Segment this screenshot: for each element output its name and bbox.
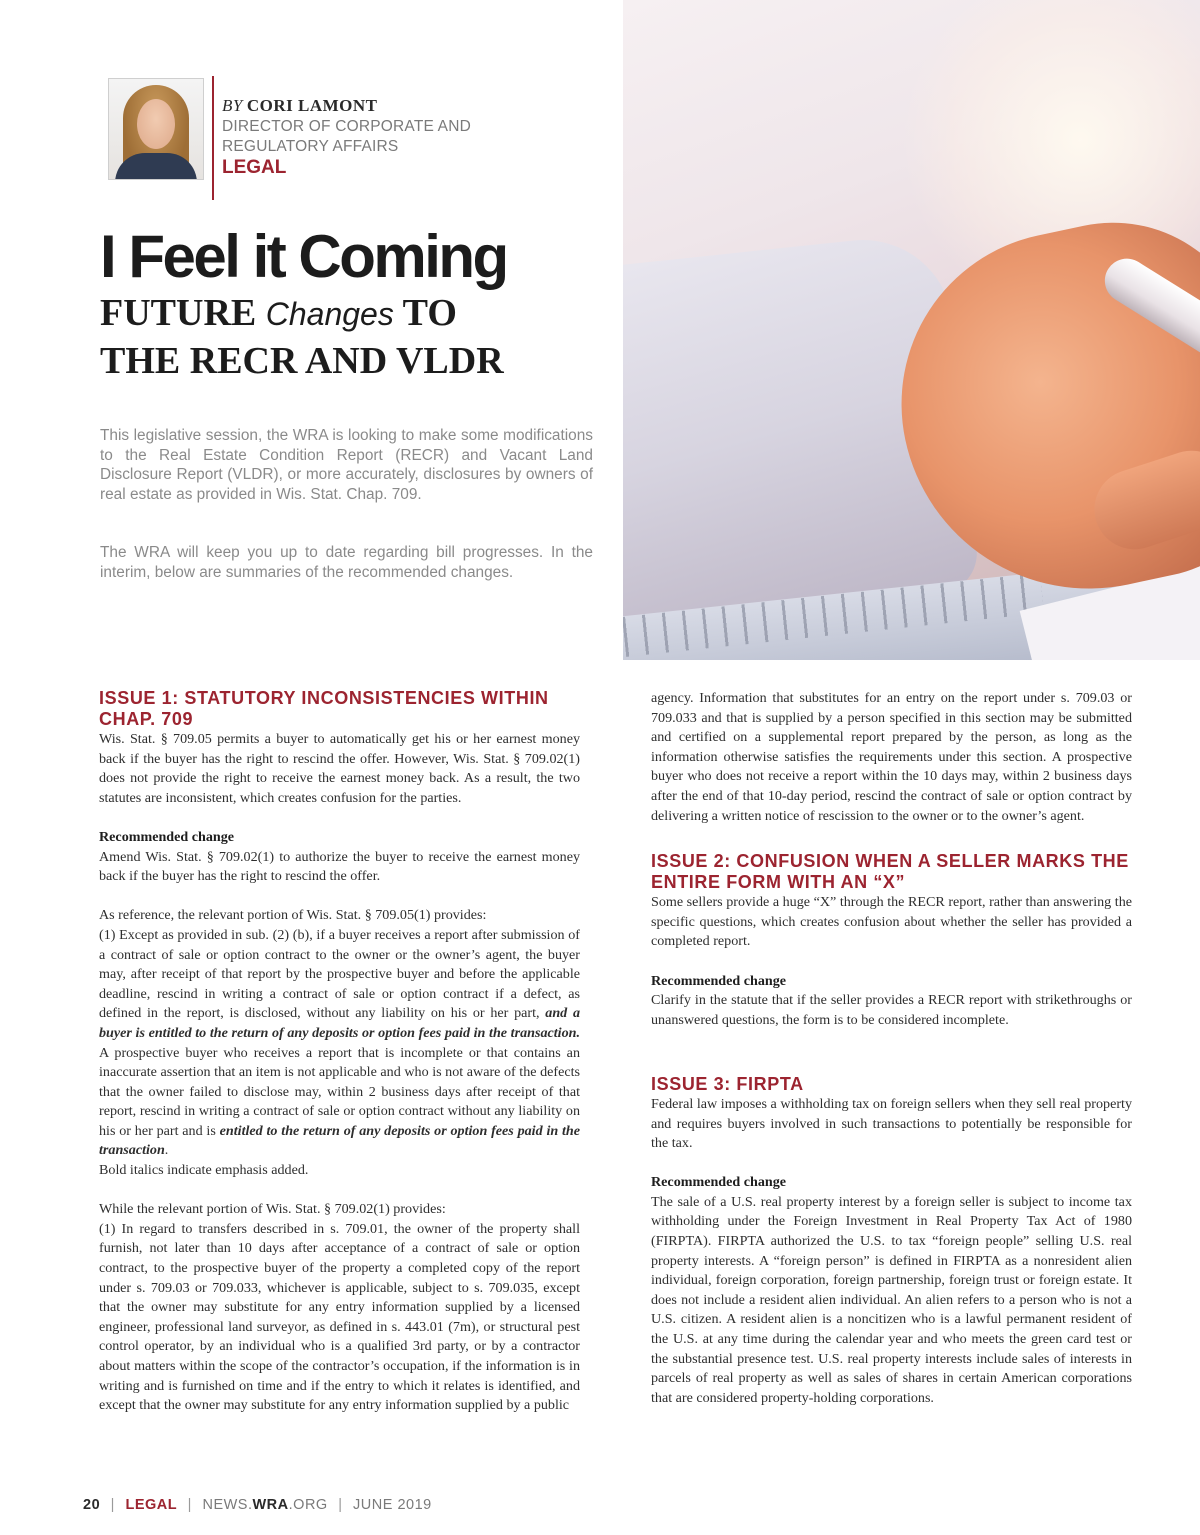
intro-paragraph-1: This legislative session, the WRA is looking to make some modifications to the Real Estate Condition Report (RECR) and Vacant Land Disclosure Report (VLDR), or more accurately, disclosures by owners of real estate as provided in Wis. Stat. Chap. 709. (100, 427, 593, 503)
issue3-heading: ISSUE 3: FIRPTA (651, 1073, 804, 1094)
issue1-rec-label: Recommended change (99, 828, 235, 845)
footer-date: JUNE 2019 (353, 1497, 432, 1513)
byline (222, 96, 471, 179)
issue2-rec-text: Clarify in the statute that if the seller provides a RECR report with strikethroughs or unanswered questions, the form is to be considered incomplete. (651, 992, 1132, 1028)
author-role-line2: REGULATORY AFFAIRS (222, 138, 399, 155)
quote-b-end: . (164, 1142, 169, 1159)
article-title: I Feel it Coming (100, 223, 507, 290)
issue3-paragraph: Federal law imposes a withholding tax on foreign sellers when they sell real property and requires buyers involved in such transactions to potentially be responsible for the tax. (651, 1095, 1132, 1152)
issue1-heading: ISSUE 1: STATUTORY INCONSISTENCIES WITHIN CHAP. 709 (99, 688, 549, 729)
subtitle-future: FUTURE (100, 292, 257, 334)
column-left (99, 688, 580, 1416)
hero-photo (623, 0, 1200, 660)
quote-b-emphasis: entitled to the return of any deposits or option fees paid in the transaction (99, 1122, 581, 1159)
page-footer (83, 1497, 432, 1513)
emphasis-note: Bold italics indicate emphasis added. (99, 1162, 309, 1179)
subtitle-changes: Changes (265, 296, 394, 332)
quote-b-text: A prospective buyer who receives a report that is incomplete or that contains an inaccurate assertion that an item is not applicable and who is not aware of the defects that the owner failed to disclose may, within 2 business days after receipt of that report, rescind in writing a contract of sale or option contract without any liability on his or her part and is (99, 1044, 580, 1139)
issue2-paragraph: Some sellers provide a huge “X” through the RECR report, rather than answering the specific questions, which creates confusion about whether the seller has provided a completed report. (651, 894, 1132, 950)
issue1-statute-quote-1 (99, 926, 580, 1161)
footer-separator: | (110, 1497, 115, 1513)
byline-divider (212, 76, 214, 200)
byline-section: LEGAL (222, 157, 287, 178)
issue1-rec-text: Amend Wis. Stat. § 709.02(1) to authorize the buyer to receive the earnest money back if the buyer has the right to rescind the offer. (99, 848, 580, 885)
author-photo (108, 78, 204, 180)
issue1-reference2-intro: While the relevant portion of Wis. Stat. § 709.02(1) provides: (99, 1201, 446, 1218)
issue1-statute-quote-2: (1) In regard to transfers described in s. 709.01, the owner of the property shall furnish, not later than 10 days after acceptance of a contract of sale or option contract, to the prospective buyer of the property a completed copy of the report under s. 709.03 or 709.033, whichever is applicable, subject to s. 709.035, except that the owner may substitute for any entry information supplied by a licensed engineer, professional land surveyor, as defined in s. 443.01 (7m), or structural pest control operator, by an individual who is a qualified 3rd party, or by a contractor about matters within the scope of the contractor’s occupation, if the information is in writing and is furnished on time and if the entry to which it relates is identified, and except that the owner may substitute for any entry information supplied by a public (99, 1220, 580, 1414)
author-role-line1: DIRECTOR OF CORPORATE AND (222, 118, 472, 135)
issue1-paragraph: Wis. Stat. § 709.05 permits a buyer to automatically get his or her earnest money back if the buyer has the right to rescind the offer. However, Wis. Stat. § 709.02(1) does not provide the right to receive the earnest money back. As a result, the two statutes are inconsistent, which creates confusion for the parties. (99, 731, 580, 806)
intro-paragraph-2: The WRA will keep you up to date regarding bill progresses. In the interim, below are summaries of the recommended changes. (100, 544, 593, 581)
issue2-heading: ISSUE 2: CONFUSION WHEN A SELLER MARKS THE ENTIRE FORM WITH AN “X” (651, 851, 1129, 893)
quote-a-text: (1) Except as provided in sub. (2) (b), if a buyer receives a report after submission of a contract of sale or option contract to the owner or the owner’s agent, the buyer may, after receipt of that report by the prospective buyer and before the applicable deadline, rescind in writing a contract of sale or option contract if a defect, as defined in the report, is disclosed, without any liability on his or her part, (99, 926, 580, 1022)
footer-separator: | (338, 1497, 343, 1513)
issue3-rec-text: The sale of a U.S. real property interest by a foreign seller is subject to income tax withholding under the Foreign Investment in Real Property Tax Act of 1980 (FIRPTA). FIRPTA authorized the U.S. to tax “foreign people” selling U.S. real property interests. A “foreign person” is defined in FIRPTA as a nonresident alien individual, foreign corporation, foreign partnership, foreign trust or foreign estate. It does not include a resident alien individual. An alien refers to a person who is not a U.S. citizen. A resident alien is a noncitizen who is a lawful permanent resident of the U.S. at any time during the calendar year and who meets the green card test or the substantial presence test. U.S. real property interests include sales of interests in parcels of real property as well as sales of shares in certain American corporations that are considered property-holding corporations. (651, 1193, 1132, 1406)
column-right (651, 689, 1132, 1408)
page-number: 20 (83, 1497, 101, 1513)
article-subtitle-line1 (100, 290, 457, 337)
byline-by: BY (222, 96, 243, 115)
footer-site[interactable]: NEWS.WRA.ORG (202, 1497, 328, 1513)
issue3-rec-label: Recommended change (651, 1174, 787, 1191)
issue2-rec-label: Recommended change (651, 972, 787, 989)
footer-separator: | (187, 1497, 192, 1513)
author-name: CORI LAMONT (246, 96, 378, 115)
issue1-statute-quote-2-continued: agency. Information that substitutes for an entry on the report under s. 709.03 or 709.033 and that is supplied by a person specified in this section may be submitted and certified on a supplemental report prepared by the person, as long as the information otherwise satisfies the requirements under this section. A prospective buyer who does not receive a report within the 10 days may, within 2 business days after the end of that 10-day period, rescind the contract of sale or option contract by delivering a written notice of rescission to the owner or to the owner’s agent. (651, 690, 1132, 824)
footer-section: LEGAL (125, 1497, 178, 1513)
issue1-reference-intro: As reference, the relevant portion of Wis. Stat. § 709.05(1) provides: (99, 907, 487, 924)
article-subtitle-line2: THE RECR AND VLDR (100, 340, 504, 382)
subtitle-to: TO (402, 292, 457, 334)
quote-a-emphasis: and a buyer is entitled to the return of any deposits or option fees paid in the transaction. (99, 1005, 580, 1041)
